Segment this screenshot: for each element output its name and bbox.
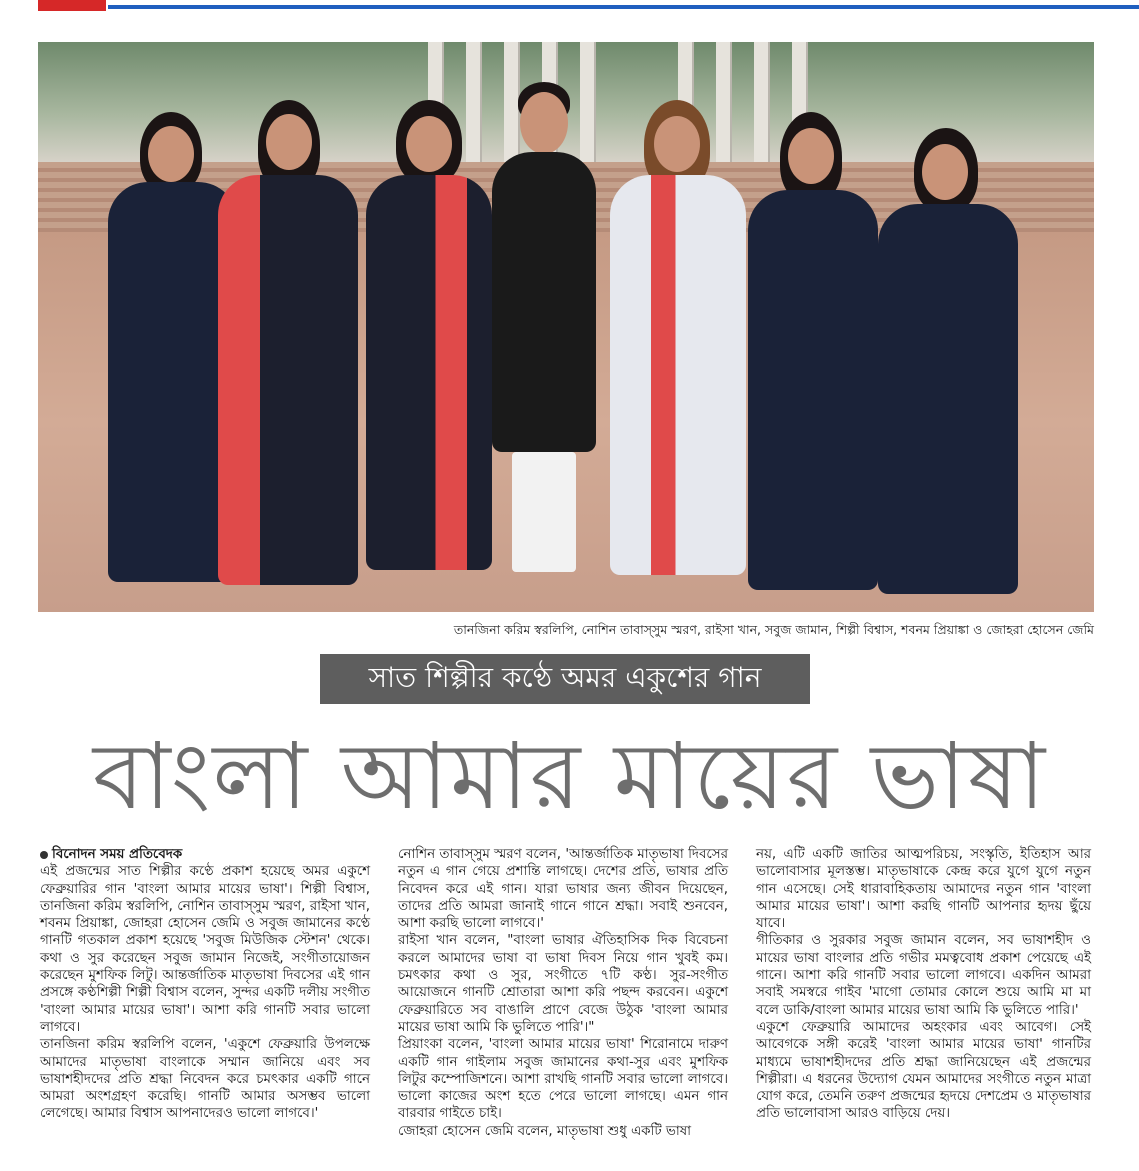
paragraph: এই প্রজন্মের সাত শিল্পীর কণ্ঠে প্রকাশ হয়েছে অমর একুশে ফেব্রুয়ারির গান 'বাংলা আমার মায়ের ভাষা'। শিল্পী বিশ্বাস, তানজিনা করিম স্বরলিপি, নোশিন তাবাস্সুম স্মরণ, রাইসা খান, শবনম প্রিয়াঙ্কা, জোহরা হোসেন জেমি ও সবুজ জামানের কণ্ঠে গানটি গতকাল প্রকাশ হয়েছে 'সবুজ মিউজিক স্টেশন' থেকে। কথা ও সুর করেছেন সবুজ জামান নিজেই, সংগীতায়োজন করেছেন মুশফিক লিটু। আন্তর্জাতিক মাতৃভাষা দিবসের এই গান প্রসঙ্গে কণ্ঠশিল্পী শিল্পী বিশ্বাস বলেন, সুন্দর একটি দলীয় সংগীত 'বাংলা আমার মায়ের ভাষা'। আশা করি গানটি সবার ভালো লাগবে। bbox=[40, 864, 370, 1035]
byline bbox=[40, 846, 370, 863]
paragraph: নোশিন তাবাস্সুম স্মরণ বলেন, 'আন্তর্জাতিক মাতৃভাষা দিবসের নতুন এ গান গেয়ে প্রশান্তি লাগছে। দেশের প্রতি, ভাষার প্রতি নিবেদন করে এই গান। যারা ভাষার জন্য জীবন দিয়েছেন, তাদের প্রতি আমরা জানাই গানে গানে শ্রদ্ধা। সবাই শুনবেন, আশা করছি ভালো লাগবে।' bbox=[398, 847, 728, 932]
top-rule-red-block bbox=[38, 0, 106, 11]
person-2 bbox=[208, 100, 368, 610]
paragraph: প্রিয়াংকা বলেন, 'বাংলা আমার মায়ের ভাষা' শিরোনামে দারুণ একটি গান গাইলাম সবুজ জামানের কথা-সুর এবং মুশফিক লিটুর কম্পোজিশনে। আশা রাখছি গানটি সবার ভালো লাগবে। ভালো কাজের অংশ হতে পেরে ভালো লাগছে। এমন গান বারবার গাইতে চাই। bbox=[398, 1037, 728, 1122]
article-headline: বাংলা আমার মায়ের ভাষা bbox=[92, 723, 1048, 830]
article-column-3 bbox=[756, 846, 1091, 1123]
person-6 bbox=[738, 112, 888, 612]
article-subheadline: সাত শিল্পীর কণ্ঠে অমর একুশের গান bbox=[320, 654, 810, 704]
paragraph: জোহরা হোসেন জেমি বলেন, মাতৃভাষা শুধু একটি ভাষা bbox=[398, 1123, 692, 1139]
person-5 bbox=[598, 100, 758, 600]
byline-text: বিনোদন সময় প্রতিবেদক bbox=[52, 847, 183, 862]
person-7 bbox=[868, 128, 1028, 608]
top-rule bbox=[0, 0, 1139, 12]
top-rule-blue-line bbox=[108, 5, 1139, 9]
photo-caption: তানজিনা করিম স্বরলিপি, নোশিন তাবাস্সুম স্মরণ, রাইসা খান, সবুজ জামান, শিল্পী বিশ্বাস, শবনম প্রিয়াঙ্কা ও জোহরা হোসেন জেমি bbox=[453, 622, 1094, 637]
paragraph: একুশে ফেব্রুয়ারি আমাদের অহংকার এবং আবেগ। সেই আবেগকে সঙ্গী করেই 'বাংলা আমার মায়ের ভাষা' গানটির মাধ্যমে ভাষাশহীদদের প্রতি শ্রদ্ধা জানিয়েছেন এই প্রজন্মের শিল্পীরা। এ ধরনের উদ্যোগ যেমন আমাদের সংগীতে নতুন মাত্রা যোগ করে, তেমনি তরুণ প্রজন্মের হৃদয়ে দেশপ্রেম ও মাতৃভাষার প্রতি ভালোবাসা আরও বাড়িয়ে দেয়। bbox=[756, 1019, 1091, 1122]
person-3 bbox=[358, 100, 498, 600]
group-photo bbox=[38, 42, 1094, 612]
paragraph: নয়, এটি একটি জাতির আত্মপরিচয়, সংস্কৃতি, ইতিহাস আর ভালোবাসার মূলস্তম্ভ। মাতৃভাষাকে কেন্দ্র করে যুগে যুগে নতুন গান এসেছে। সেই ধারাবাহিকতায় আমাদের নতুন গান 'বাংলা আমার মায়ের ভাষা'। আশা করছি গানটি আপনার হৃদয় ছুঁয়ে যাবে। bbox=[756, 847, 1091, 932]
person-4 bbox=[478, 82, 608, 582]
paragraph: গীতিকার ও সুরকার সবুজ জামান বলেন, সব ভাষাশহীদ ও মায়ের ভাষা বাংলার প্রতি গভীর মমত্ববোধ প্রকাশ পেয়েছে এই গানে। আশা করি গানটি সবার ভালো লাগবে। একদিন আমরা সবাই সমস্বরে গাইব 'মাগো তোমার কোলে শুয়ে আমি মা মা বলে ডাকি/বাংলা আমার মায়ের ভাষা আমি কি ভুলিতে পারি।' bbox=[756, 933, 1091, 1018]
article-column-1 bbox=[40, 846, 370, 1123]
paragraph: তানজিনা করিম স্বরলিপি বলেন, 'একুশে ফেব্রুয়ারি উপলক্ষে আমাদের মাতৃভাষা বাংলাকে সম্মান জানিয়ে এবং সব ভাষাশহীদদের প্রতি শ্রদ্ধা নিবেদন করে চমৎকার একটি গানে আমরা অংশগ্রহণ করেছি। গানটি আমার অসম্ভব ভালো লেগেছে। আমার বিশ্বাস আপনাদেরও ভালো লাগবে।' bbox=[40, 1037, 370, 1122]
bullet-icon bbox=[40, 851, 48, 859]
article-column-2 bbox=[398, 846, 728, 1140]
paragraph: রাইসা খান বলেন, "বাংলা ভাষার ঐতিহাসিক দিক বিবেচনা করলে আমাদের ভাষা বা ভাষা দিবস নিয়ে গান খুবই কম। চমৎকার কথা ও সুর, সংগীতে ৭টি কণ্ঠ। সুর-সংগীত আয়োজনে গানটি শ্রোতারা আশা করি পছন্দ করবেন। একুশে ফেব্রুয়ারিতে সব বাঙালি প্রাণে বেজে উঠুক 'বাংলা আমার মায়ের ভাষা আমি কি ভুলিতে পারি'।" bbox=[398, 933, 728, 1035]
